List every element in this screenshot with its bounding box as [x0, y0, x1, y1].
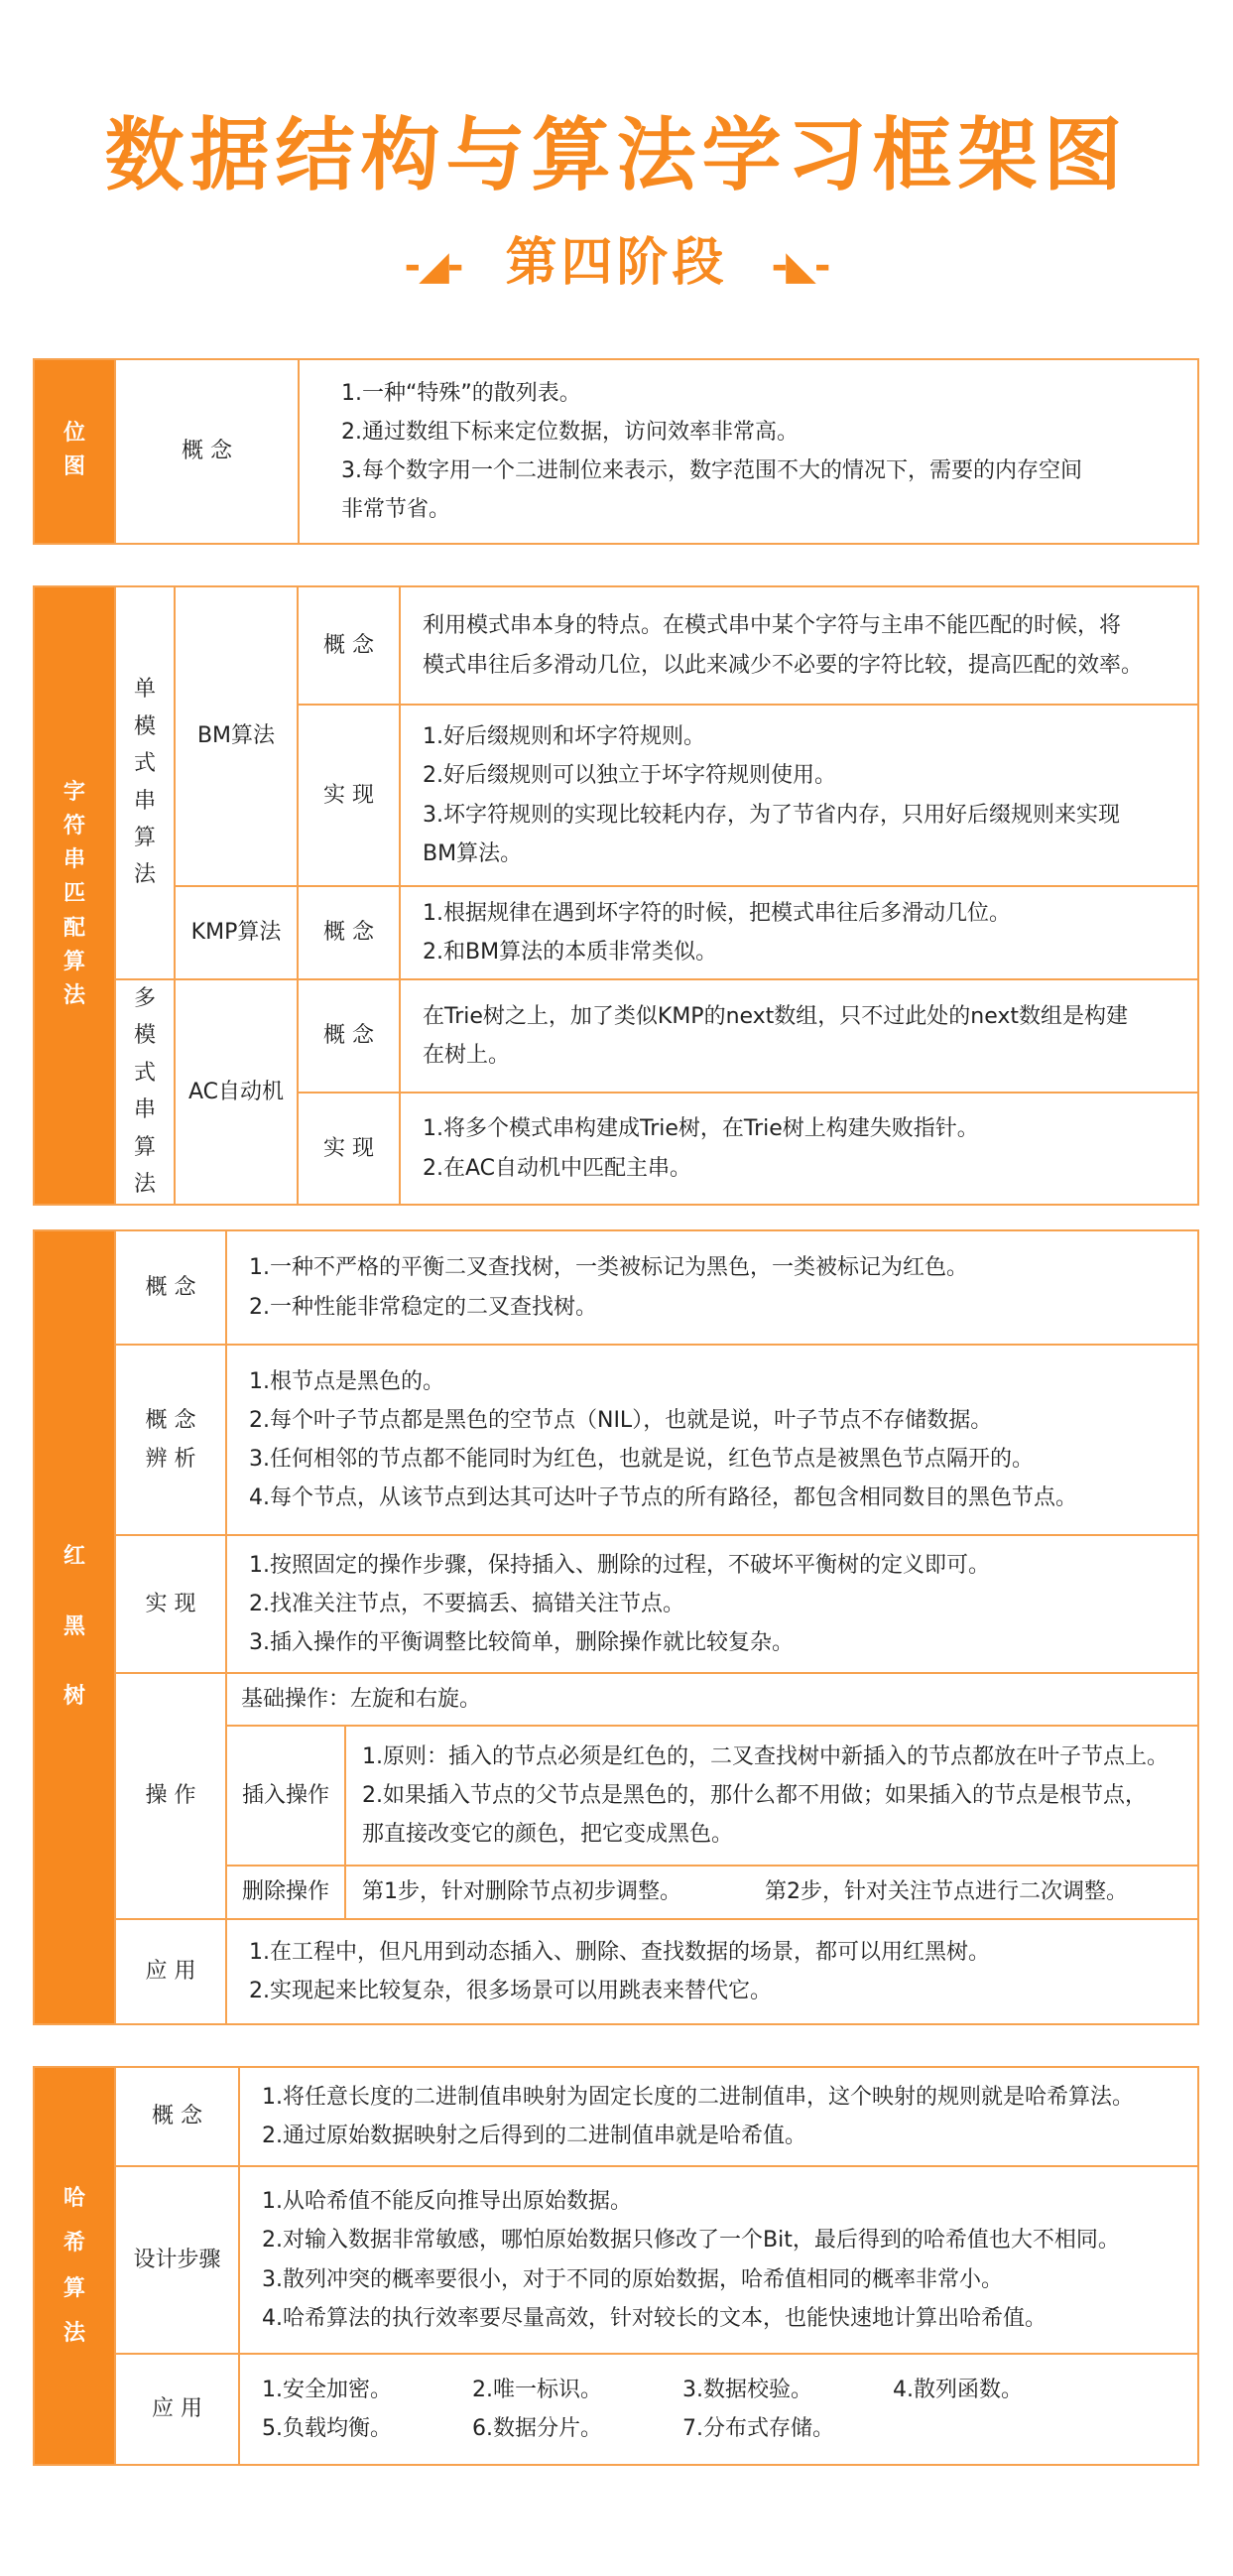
rbtree-concept-label: 概 念: [115, 1230, 226, 1345]
bitmap-band: 位图: [34, 359, 115, 544]
bm-impl-label: 实 现: [298, 705, 400, 886]
hash-app-content: [239, 2354, 1198, 2465]
list-item: 7.分布式存储。: [682, 2416, 834, 2441]
list-item: 1.安全加密。: [262, 2377, 392, 2402]
page-title: 数据结构与算法学习框架图: [104, 109, 1129, 201]
bm-algorithm-label: BM算法: [175, 586, 298, 886]
rbtree-impl-label: 实 现: [115, 1535, 226, 1673]
rbtree-app-label: 应 用: [115, 1919, 226, 2024]
bitmap-section: [33, 358, 1199, 545]
bitmap-concept-content: 1.一种“特殊”的散列表。 2.通过数组下标来定位数据，访问效率非常高。 3.每个数字用一个二进制位来表示，数字范围不大的情况下，需要的内存空间 非常节省。: [299, 359, 1198, 544]
rbtree-app-content: 1.在工程中，但凡用到动态插入、删除、查找数据的场景，都可以用红黑树。 2.实现起来比较复杂，很多场景可以用跳表来替代它。: [226, 1919, 1198, 2024]
ac-concept-content: 在Trie树之上，加了类似KMP的next数组，只不过此处的next数组是构建 在树上。: [400, 979, 1198, 1093]
hash-section: [33, 2066, 1199, 2466]
ac-impl-label: 实 现: [298, 1093, 400, 1205]
hash-band: 哈希算法: [34, 2067, 115, 2465]
bm-concept-content: 利用模式串本身的特点。在模式串中某个字符与主串不能匹配的时候，将 模式串往后多滑动几位，以此来减少不必要的字符比较，提高匹配的效率。: [400, 586, 1198, 705]
rbtree-delete-content: 第1步，针对删除节点初步调整。 第2步，针对关注节点进行二次调整。: [345, 1866, 1198, 1919]
stage-subtitle-text: 第四阶段: [505, 233, 728, 293]
ac-concept-label: 概 念: [298, 979, 400, 1093]
stage-subtitle: [0, 220, 1233, 295]
rbtree-delete-label: 删除操作: [226, 1866, 345, 1919]
rbtree-insert-label: 插入操作: [226, 1726, 345, 1866]
kmp-concept-label: 概 念: [298, 886, 400, 979]
rbtree-band: 红黑树: [34, 1230, 115, 2024]
bm-concept-label: 概 念: [298, 586, 400, 705]
list-item: 5.负载均衡。: [262, 2416, 392, 2441]
hash-concept-content: 1.将任意长度的二进制值串映射为固定长度的二进制值串，这个映射的规则就是哈希算法。 2.通过原始数据映射之后得到的二进制值串就是哈希值。: [239, 2067, 1198, 2166]
rbtree-concept-content: 1.一种不严格的平衡二叉查找树，一类被标记为黑色，一类被标记为红色。 2.一种性能非常稳定的二叉查找树。: [226, 1230, 1198, 1345]
rbtree-distinguish-label: 概 念 辨 析: [115, 1345, 226, 1535]
list-item: 2.唯一标识。: [472, 2377, 602, 2402]
hash-design-label: 设计步骤: [115, 2166, 239, 2354]
hash-design-content: 1.从哈希值不能反向推导出原始数据。 2.对输入数据非常敏感，哪怕原始数据只修改了一个Bit，最后得到的哈希值也大不相同。 3.散列冲突的概率要很小，对于不同的原始数据，哈希值相同的概率非常小。 4.哈希算法的执行效率要尽量高效，针对较长的文本，也能快速地计算出哈希值。: [239, 2166, 1198, 2354]
single-pattern-group: 单模式串算法: [115, 586, 175, 979]
string-match-band: 字符串匹配算法: [34, 586, 115, 1205]
bitmap-concept-label: 概 念: [115, 359, 299, 544]
list-item: 6.数据分片。: [472, 2416, 602, 2441]
bm-impl-content: 1.好后缀规则和坏字符规则。 2.好后缀规则可以独立于坏字符规则使用。 3.坏字符规则的实现比较耗内存，为了节省内存，只用好后缀规则来实现 BM算法。: [400, 705, 1198, 886]
kmp-algorithm-label: KMP算法: [175, 886, 298, 979]
rbtree-insert-content: 1.原则：插入的节点必须是红色的，二叉查找树中新插入的节点都放在叶子节点上。 2.如果插入节点的父节点是黑色的，那什么都不用做；如果插入的节点是根节点， 那直接改变它的颜色，把它变成黑色。: [345, 1726, 1198, 1866]
rbtree-section: [33, 1229, 1199, 2025]
right-arrow-decoration: -◣-: [771, 243, 829, 289]
rbtree-ops-label: 操 作: [115, 1673, 226, 1919]
kmp-concept-content: 1.根据规律在遇到坏字符的时候，把模式串往后多滑动几位。 2.和BM算法的本质非常类似。: [400, 886, 1198, 979]
hash-app-label: 应 用: [115, 2354, 239, 2465]
ac-automaton-label: AC自动机: [175, 979, 298, 1205]
list-item: 4.散列函数。: [893, 2377, 1023, 2402]
rbtree-ops-basic: 基础操作：左旋和右旋。: [226, 1673, 1198, 1726]
list-item: 3.数据校验。: [682, 2377, 812, 2402]
hash-concept-label: 概 念: [115, 2067, 239, 2166]
string-match-section: [33, 585, 1199, 1206]
ac-impl-content: 1.将多个模式串构建成Trie树，在Trie树上构建失败指针。 2.在AC自动机中匹配主串。: [400, 1093, 1198, 1205]
rbtree-distinguish-content: 1.根节点是黑色的。 2.每个叶子节点都是黑色的空节点（NIL），也就是说，叶子节点不存储数据。 3.任何相邻的节点都不能同时为红色，也就是说，红色节点是被黑色节点隔开的。 4.每个节点，从该节点到达其可达叶子节点的所有路径，都包含相同数目的黑色节点。: [226, 1345, 1198, 1535]
multi-pattern-group: 多模式串算法: [115, 979, 175, 1205]
left-arrow-decoration: -◢-: [404, 243, 462, 289]
rbtree-impl-content: 1.按照固定的操作步骤，保持插入、删除的过程，不破坏平衡树的定义即可。 2.找准关注节点，不要搞丢、搞错关注节点。 3.插入操作的平衡调整比较简单，删除操作就比较复杂。: [226, 1535, 1198, 1673]
